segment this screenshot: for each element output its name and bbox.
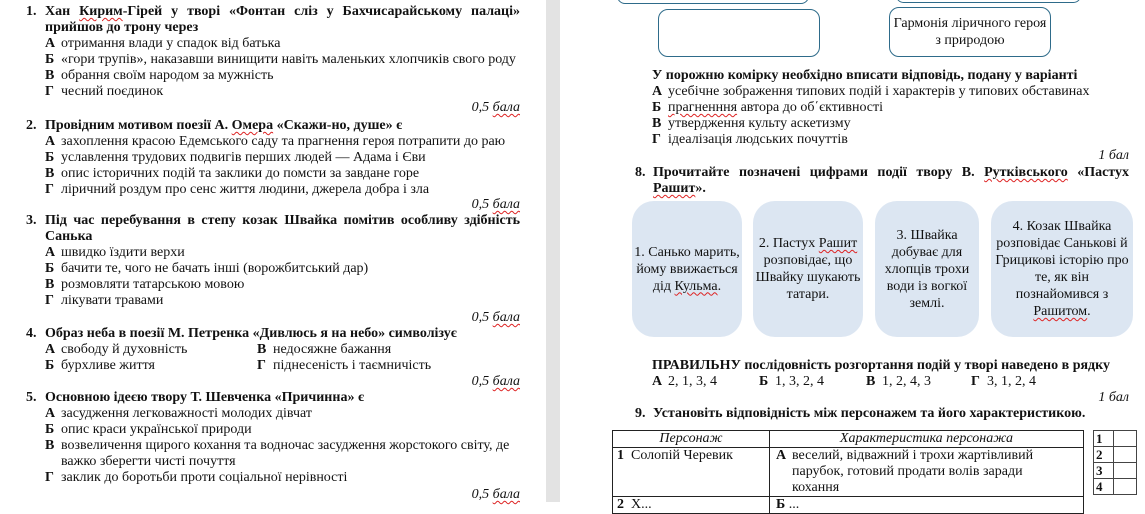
- question-number: 8.: [635, 165, 646, 180]
- option-a: А свободу й духовність: [45, 342, 188, 357]
- q8-sequence-prompt: ПРАВИЛЬНУ послідовність розгортання подій у творі наведено в рядку А 2, 1, 3, 4 Б 1, 3, 2, 4 В 1, 2, 4, 3 Г 3, 1, 2, 4: [652, 358, 1132, 390]
- answer-cell[interactable]: [1114, 447, 1137, 463]
- diagram-harmony-box: [889, 7, 1051, 57]
- options-row-1: [45, 342, 520, 358]
- option-v: В недосяжне бажання: [257, 342, 392, 357]
- question-2: [26, 118, 520, 198]
- question-3: [26, 213, 520, 309]
- score-label: 1 бал: [1098, 148, 1129, 163]
- options-row-2: [45, 358, 520, 374]
- option-b: Б уславлення трудових подвигів перших людей — Адама і Єви: [45, 150, 426, 165]
- option-a: А захоплення красою Едемського саду та прагнення героя потрапити до раю: [45, 134, 506, 149]
- diagram-empty-box: [658, 9, 820, 57]
- question-text: Прочитайте позначені цифрами події твору В. Рутківського «Пастух Рашит».: [653, 165, 1130, 196]
- event-card-1: 1. Санько марить, йому ввижається дід Кульма.: [632, 201, 742, 337]
- option-g: Г ліричний роздум про сенс життя людини, джерела добра і зла: [45, 182, 430, 197]
- answer-grid: 1 2 3 4: [1093, 430, 1137, 495]
- table-row: 2 Х... Б ...: [613, 497, 1084, 514]
- question-text: Хан Кирим-Гірей у творі «Фонтан сліз у Бахчисарайському палаці» прийшов до трону через: [45, 4, 521, 35]
- question-text: Установіть відповідність між персонажем та його характеристикою.: [653, 406, 1086, 421]
- score-label: 0,5 бала: [471, 310, 520, 325]
- table-header-row: [613, 431, 1084, 448]
- score-label: 0,5 бала: [471, 374, 520, 389]
- diagram-box-top-right: [896, 0, 1081, 3]
- option-g: Г чесний поєдинок: [45, 84, 164, 99]
- header-character: Персонаж: [613, 431, 770, 448]
- question-text: Провідним мотивом поезії А. Омера «Скажи-но, душе» є: [45, 118, 403, 133]
- question-text: Під час перебування в степу козак Швайка помітив особливу здібність Санька: [45, 213, 520, 244]
- table-row: 1 Солопій Черевик А веселий, відважний і трохи жартівливий парубок, готовий продати волів заради кохання: [613, 448, 1084, 497]
- question-5: [26, 390, 520, 486]
- score-label: 0,5 бала: [471, 100, 520, 115]
- question-7-body: [652, 68, 1132, 148]
- question-4: [26, 326, 520, 374]
- option-b: Б «гори трупів», наказавши винищити навіть маленьких хлопчиків свого роду: [45, 52, 516, 67]
- question-text: Образ неба в поезії М. Петренка «Дивлюсь я на небо» символізує: [45, 326, 457, 341]
- answer-cell[interactable]: [1114, 479, 1137, 495]
- option-v: В утвердження культу аскетизму: [652, 116, 851, 131]
- answer-cell[interactable]: [1114, 431, 1137, 447]
- question-number: 3.: [26, 213, 37, 228]
- option-b: Б бачити те, чого не бачать інші (ворожбитський дар): [45, 261, 369, 276]
- question-8: [635, 165, 1129, 197]
- score-label: 0,5 бала: [471, 487, 520, 502]
- option-v: В розмовляти татарською мовою: [45, 277, 245, 292]
- question-1: [26, 4, 520, 100]
- option-v: В возвеличення щирого кохання та водночас засудження жорстокого світу, де важко зберегти чисті почуття: [45, 438, 510, 469]
- question-number: 4.: [26, 326, 37, 341]
- option-g: Г 3, 1, 2, 4: [971, 374, 1036, 389]
- option-v: В опис історичних подій та заклики до помсти за завдане горе: [45, 166, 420, 181]
- option-g: Г лікувати травами: [45, 293, 164, 308]
- q8-options: [652, 374, 1132, 390]
- harmony-box-text: Гармонія ліричного героя з природою: [893, 16, 1047, 48]
- event-card-2: 2. Пастух Рашит розповідає, що Швайку шукають татари.: [753, 201, 863, 337]
- event-card-3: 3. Швайка добуває для хлопців трохи води із вогкої землі.: [875, 201, 979, 337]
- question-number: 1.: [26, 4, 37, 19]
- option-b: Б 1, 3, 2, 4: [759, 374, 824, 389]
- option-a: А отримання влади у спадок від батька: [45, 36, 281, 51]
- question-9: [635, 406, 1085, 422]
- header-characteristic: Характеристика персонажа: [770, 431, 1084, 448]
- answer-cell[interactable]: [1114, 463, 1137, 479]
- left-page: [0, 0, 546, 502]
- score-label: 1 бал: [1098, 390, 1129, 405]
- question-number: 5.: [26, 390, 37, 405]
- question-number: 9.: [635, 406, 646, 421]
- diagram-box-top-left: [617, 0, 809, 4]
- question-text: Основною ідеєю твору Т. Шевченка «Причинна» є: [45, 390, 364, 405]
- option-b: Б опис краси української природи: [45, 422, 252, 437]
- option-g: Г заклик до боротьби проти соціальної нерівності: [45, 470, 348, 485]
- option-v: В обрання своїм народом за мужність: [45, 68, 274, 83]
- option-v: В 1, 2, 4, 3: [866, 374, 931, 389]
- matching-table: [612, 430, 1084, 514]
- option-a: А усебічне зображення типових подій і характерів у типових обставинах: [652, 84, 1090, 99]
- right-page: [560, 0, 1145, 512]
- option-a: А засудження легковажності молодих дівчат: [45, 406, 313, 421]
- question-number: 2.: [26, 118, 37, 133]
- option-a: А швидко їздити верхи: [45, 245, 185, 260]
- event-card-4: 4. Козак Швайка розповідає Санькові й Грицикові історію про те, як він познайомився з Рашитом.: [991, 201, 1133, 337]
- option-b: Б прагненння автора до об΄єктивності: [652, 100, 884, 115]
- score-label: 0,5 бала: [471, 197, 520, 212]
- option-b: Б бурхливе життя: [45, 358, 155, 373]
- page-divider: [546, 0, 560, 502]
- option-g: Г ідеалізація людських почуттів: [652, 132, 848, 147]
- option-g: Г піднесеність і таємничість: [257, 358, 432, 373]
- option-a: А 2, 1, 3, 4: [652, 374, 717, 389]
- q7-prompt: У порожню комірку необхідно вписати відповідь, подану у варіанті: [652, 68, 1078, 83]
